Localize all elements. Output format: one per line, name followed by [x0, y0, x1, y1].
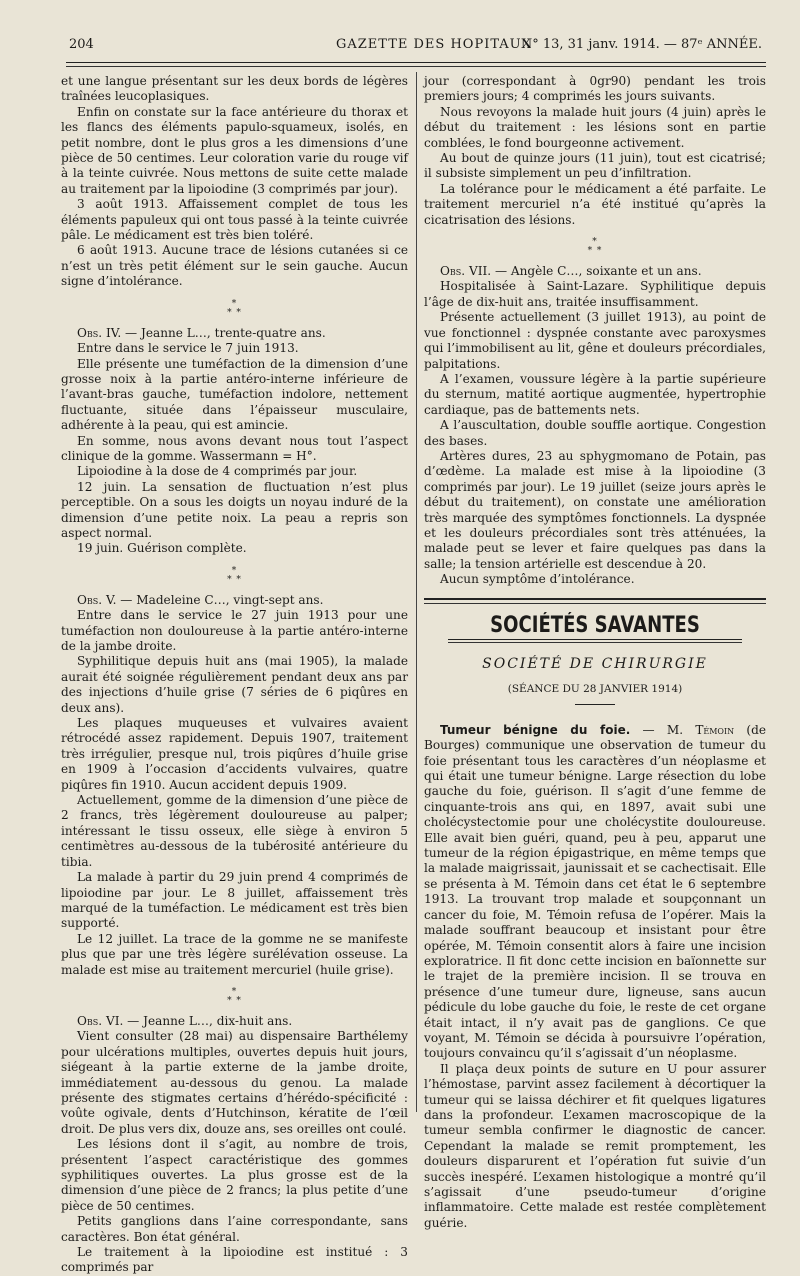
- section-title: SOCIÉTÉS SAVANTES: [490, 612, 700, 638]
- paragraph: Petits ganglions dans l’aine correspondante, sans caractères. Bon état général.: [61, 1214, 408, 1244]
- header-rule-thick: [66, 62, 766, 63]
- right-column: [424, 74, 766, 1231]
- paragraph: Entre dans le service le 27 juin 1913 pour une tuméfaction non douloureuse à la partie antéro-interne de la jambe droite.: [61, 608, 408, 653]
- author-name: Témoin: [695, 722, 735, 737]
- paragraph: Enfin on constate sur la face antérieure du thorax et les flancs des éléments papulo-squameux, isolés, en petit nombre, dont le plus gros a les dimensions d’une pièce de 50 centimes. Leur coloration varie du rouge vif à la teinte cuivrée. Nous mettons de suite cette malade au traitement par la lipoiodine (3 comprimés par jour).: [61, 104, 408, 196]
- asterism: * * *: [227, 986, 242, 1006]
- paragraph: A l’auscultation, double souffle aortique. Congestion des bases.: [424, 418, 766, 448]
- paragraph: En somme, nous avons devant nous tout l’aspect clinique de la gomme. Wassermann = H°.: [61, 433, 408, 463]
- obs-subject: — Madeleine C…, vingt-sept ans.: [116, 592, 324, 607]
- obs-label: Obs. VII.: [440, 264, 492, 279]
- paragraph: et une langue présentant sur les deux bords de légères traînées leucoplasiques.: [61, 74, 408, 104]
- journal-title: GAZETTE DES HOPITAUX: [336, 37, 532, 52]
- paragraph: Le 12 juillet. La trace de la gomme ne se manifeste plus que par une très légère surélévation osseuse. La malade est mise au traitement mercuriel (huile grise).: [61, 931, 408, 977]
- paragraph: 12 juin. La sensation de fluctuation n’est plus perceptible. On a sous les doigts un noyau induré de la dimension d’une petite noix. La peau a repris son aspect normal.: [61, 479, 408, 540]
- obs-subject: — Jeanne L…, dix-huit ans.: [123, 1013, 293, 1028]
- paragraph: Syphilitique depuis huit ans (mai 1905), la malade aurait été soignée régulièrement pendant deux ans par des injections d’huile grise (7 séries de 6 piqûres en deux ans).: [61, 654, 408, 715]
- paragraph: Elle présente une tuméfaction de la dimension d’une grosse noix à la partie antéro-interne inférieure de l’avant-bras gauche, tuméfaction indolore, nettement fluctuante, située dans l’épaisseur musculaire, adhérente à la peau, qui est amincie.: [61, 356, 408, 433]
- paragraph: Vient consulter (28 mai) au dispensaire Barthélemy pour ulcérations multiples, ouvertes depuis huit jours, siégeant à la partie externe de la jambe droite, immédiatement au-dessous du genou. La malade présente des stigmates certains d’hérédo-spécificité : voûte ogivale, dents d’Hutchinson, kératite de l’œil droit. De plus vers dix, douze ans, ses oreilles ont coulé.: [61, 1029, 408, 1136]
- column-separator: [416, 72, 417, 1112]
- obs-label: Obs. IV.: [77, 325, 122, 340]
- paragraph: Artères dures, 23 au sphygmomano de Potain, pas d’œdème. La malade est mise à la lipoiodine (3 comprimés par jour). Le 19 juillet (seize jours après le début du traitement), on constate une amélioration très marquée des symptômes fonctionnels. La dyspnée et les douleurs précordiales sont très atténuées, la malade peut se lever et faire quelques pas dans la salle; la tension artérielle est descendue à 20.: [424, 448, 766, 571]
- running-header: [66, 35, 766, 55]
- paragraph: Nous revoyons la malade huit jours (4 juin) après le début du traitement : les lésions sont en partie comblées, le fond bourgeonne activement.: [424, 104, 766, 150]
- observation-heading: [61, 326, 408, 341]
- asterism: * * *: [587, 237, 603, 257]
- obs-subject: — Jeanne L…, trente-quatre ans.: [121, 325, 326, 340]
- page-number: 204: [69, 37, 94, 52]
- paragraph: Les plaques muqueuses et vulvaires avaient rétrocédé assez rapidement. Depuis 1907, traitement très irrégulier, presque nul, trois piqûres d’huile grise en 1909 à l’occasion d’accidents vulvaires, quatre piqûres fin 1910. Aucun accident depuis 1909.: [61, 716, 408, 792]
- paragraph: Le traitement à la lipoiodine est institué : 3 comprimés par: [61, 1245, 408, 1275]
- communication-paragraph: [424, 723, 766, 1062]
- title-rule-thin: [448, 642, 742, 643]
- paragraph: Hospitalisée à Saint-Lazare. Syphilitique depuis l’âge de dix-huit ans, traitée insuffisamment.: [424, 279, 766, 309]
- society-name: SOCIÉTÉ DE CHIRURGIE: [482, 656, 708, 672]
- paragraph: 19 juin. Guérison complète.: [77, 541, 247, 556]
- paragraph: La malade à partir du 29 juin prend 4 comprimés de lipoiodine par jour. Le 8 juillet, affaissement très marqué de la tuméfaction. Le médicament est très bien supporté.: [61, 870, 408, 931]
- asterism: * * *: [227, 565, 242, 585]
- paragraph: Il plaça deux points de suture en U pour assurer l’hémostase, parvint assez facilement à décortiquer la tumeur qui se laissa déchirer et fit quelques ligatures dans la profondeur. L’examen macroscopique de la tumeur sembla confirmer le diagnostic de cancer. Cependant la malade se remit promptement, les douleurs disparurent et l’opération fut suivie d’un succès inespéré. L’examen histologique a montré qu’il s’agissait d’une pseudo-tumeur d’origine inflammatoire. Cette malade est restée complètement guérie.: [424, 1061, 766, 1230]
- paragraph: Lipoiodine à la dose de 4 comprimés par jour.: [77, 464, 358, 479]
- session-date: (SÉANCE DU 28 JANVIER 1914): [507, 683, 683, 696]
- short-rule: [575, 704, 615, 705]
- paragraph: Aucun symptôme d’intolérance.: [440, 572, 635, 587]
- title-rule-thick: [448, 639, 742, 640]
- paragraph: Au bout de quinze jours (11 juin), tout est cicatrisé; il subsiste simplement un peu d’infiltration.: [424, 151, 766, 181]
- paragraph: Les lésions dont il s’agit, au nombre de trois, présentent l’aspect caractéristique des gommes syphilitiques ouvertes. La plus grosse est de la dimension d’une pièce de 2 francs; la plus petite d’une pièce de 50 centimes.: [61, 1137, 408, 1213]
- paragraph: Actuellement, gomme de la dimension d’une pièce de 2 francs, très légèrement douloureuse au palper; intéressant le tissu osseux, elle siège à environ 5 centimètres au-dessous de la tubérosité antérieure du tibia.: [61, 793, 408, 869]
- paragraph: Présente actuellement (3 juillet 1913), au point de vue fonctionnel : dyspnée constante avec paroxysmes qui l’immobilisent au lit, gêne et douleurs précordiales, palpitations.: [424, 310, 766, 371]
- paragraph: 3 août 1913. Affaissement complet de tous les éléments papuleux qui ont tous passé à la teinte cuivrée pâle. Le médicament est très bien toléré.: [61, 197, 408, 243]
- section-rule-thin: [424, 603, 766, 604]
- paragraph: jour (correspondant à 0gr90) pendant les trois premiers jours; 4 comprimés les jours suivants.: [424, 74, 766, 104]
- header-rule-thin: [66, 66, 766, 67]
- section-rule-thick: [424, 598, 766, 600]
- issue-info: N° 13, 31 janv. 1914. — 87ᵉ ANNÉE.: [520, 37, 762, 52]
- paragraph: 6 août 1913. Aucune trace de lésions cutanées si ce n’est un très petit élément sur le sein gauche. Aucun signe d’intolérance.: [61, 243, 408, 289]
- paragraph: La tolérance pour le médicament a été parfaite. Le traitement mercuriel n’a été institué qu’après la cicatrisation des lésions.: [424, 181, 766, 227]
- observation-heading: [424, 264, 766, 279]
- obs-label: Obs. VI.: [77, 1013, 124, 1028]
- paragraph: Entre dans le service le 7 juin 1913.: [77, 341, 299, 356]
- obs-subject: — Angèle C…, soixante et un ans.: [491, 264, 702, 279]
- observation-heading: [61, 593, 408, 608]
- observation-heading: [61, 1014, 408, 1029]
- title-dash: — M.: [630, 722, 696, 737]
- communication-title: Tumeur bénigne du foie.: [440, 722, 631, 737]
- obs-label: Obs. V.: [77, 592, 117, 607]
- asterism: * * *: [227, 298, 242, 318]
- left-column: [61, 74, 408, 1276]
- communication-text: (de Bourges) communique une observation de tumeur du foie présentant tous les caractères d’un néoplasme et qui était une tumeur bénigne. Large résection du lobe gauche du foie, guérison. Il s’agit d’une femme de cinquante-trois ans qui, en 1897, avait subi une cholécystectomie pour une cholécystite douloureuse. Elle avait bien guéri, quand, peu à peu, apparut une tumeur de la région épigastrique, en même temps que la malade maigrissait, jaunissait et se cachectisait. Elle se présenta à M. Témoin dans cet état le 6 septembre 1913. La trouvant trop malade et soupçonnant un cancer du foie, M. Témoin refusa de l’opérer. Mais la malade souffrant beaucoup et insistant pour être opérée, M. Témoin consentit alors à faire une incision exploratrice. Il fit donc cette incision en baïonnette sur le trajet de la première incision. Il se trouva en présence d’une tumeur dure, ligneuse, sans aucun pédicule du lobe gauche du foie, le reste de cet organe était intact, il n’y avait pas de ganglions. Ce que voyant, M. Témoin se décida à poursuivre l’opération, toujours convaincu qu’il s’agissait d’un néoplasme.: [424, 722, 766, 1061]
- paragraph: A l’examen, voussure légère à la partie supérieure du sternum, matité aortique augmentée, hypertrophie cardiaque, pas de battements nets.: [424, 371, 766, 417]
